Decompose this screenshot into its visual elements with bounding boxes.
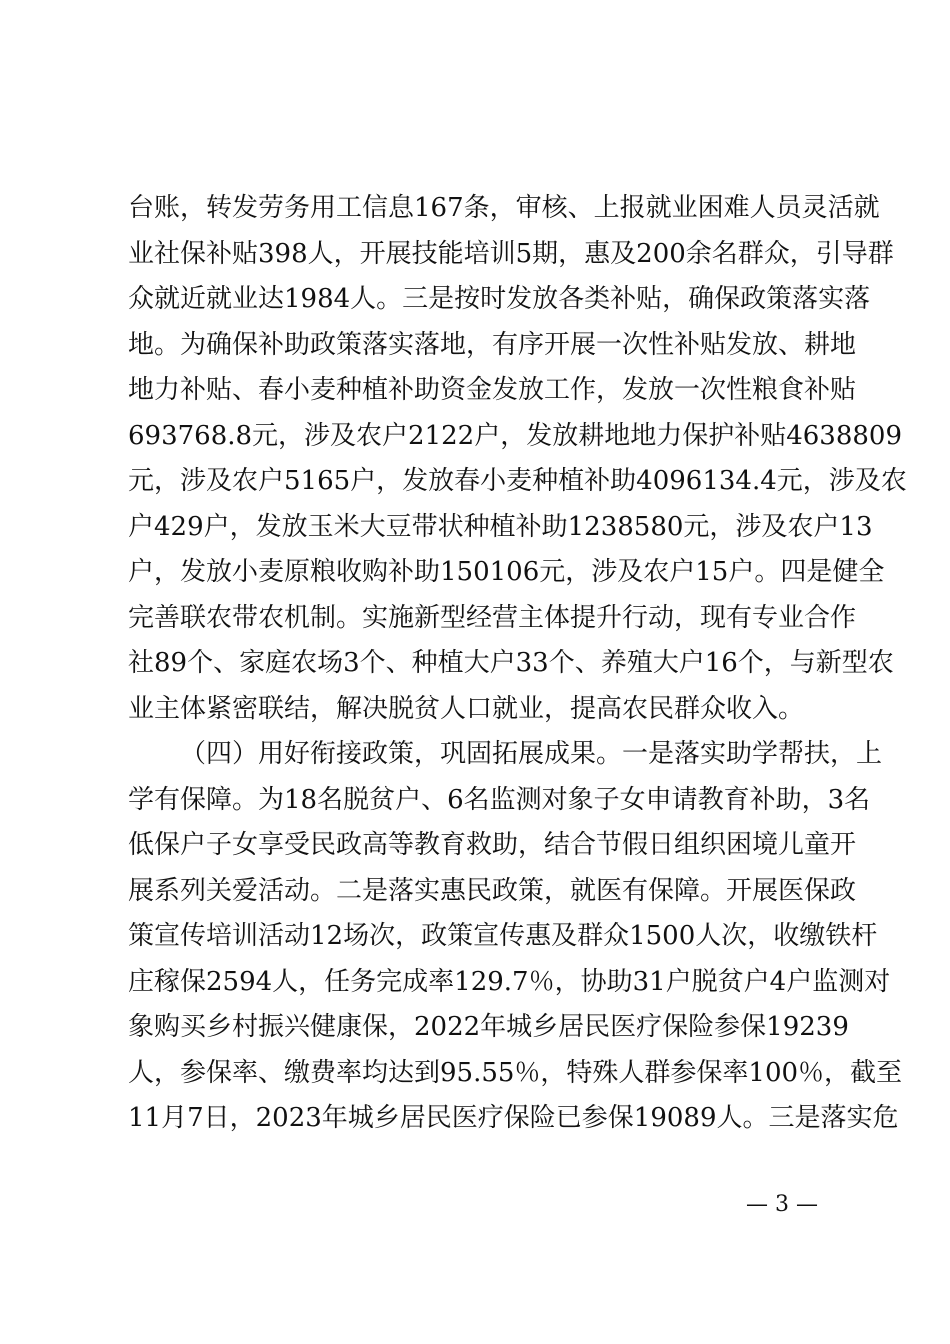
- paragraph-line: 学有保障。为18名脱贫户、6名监测对象子女申请教育补助，3名: [128, 784, 871, 815]
- paragraph-line: 台账，转发劳务用工信息167条，审核、上报就业困难人员灵活就: [128, 193, 880, 223]
- paragraph-line: 693768.8元，涉及农户2122户，发放耕地地力保护补贴4638809: [128, 420, 903, 451]
- paragraph-text: 一是落实助学帮扶，上: [622, 739, 883, 769]
- paragraph-line: 元，涉及农户5165户，发放春小麦种植补助4096134.4元，涉及农: [128, 466, 907, 496]
- paragraph-line: 众就近就业达1984人。三是按时发放各类补贴，确保政策落实落: [128, 284, 871, 314]
- paragraph-line: 地。为确保补助政策落实落地，有序开展一次性补贴发放、耕地: [128, 329, 857, 360]
- paragraph-line: 户429户，发放玉米大豆带状种植补助1238580元，涉及农户13: [128, 511, 873, 542]
- paragraph-line: 户，发放小麦原粮收购补助150106元，涉及农户15户。四是健全: [128, 557, 885, 587]
- paragraph-line: 低保户子女享受民政高等教育救助，结合节假日组织困境儿童开: [128, 830, 857, 860]
- paragraph-line: 地力补贴、春小麦种植补助资金发放工作，发放一次性粮食补贴: [128, 375, 857, 405]
- paragraph-line: 完善联农带农机制。实施新型经营主体提升行动，现有专业合作: [128, 602, 857, 633]
- paragraph-line: 庄稼保2594人，任务完成率129.7％，协助31户脱贫户4户监测对: [128, 966, 891, 997]
- paragraph-line: 业主体紧密联结，解决脱贫人口就业，提高农民群众收入。: [128, 693, 805, 724]
- body-text: [128, 186, 907, 1142]
- paragraph-line: 象购买乡村振兴健康保，2022年城乡居民医疗保险参保19239: [128, 1012, 849, 1042]
- section-heading-line: [128, 732, 883, 778]
- paragraph-line: 社89个、家庭农场3个、种植大户33个、养殖大户16个，与新型农: [128, 648, 894, 678]
- paragraph-line: 11月7日，2023年城乡居民医疗保险已参保19089人。三是落实危: [128, 1103, 899, 1133]
- paragraph-line: 策宣传培训活动12场次，政策宣传惠及群众1500人次，收缴铁杆: [128, 921, 878, 951]
- paragraph-line: 业社保补贴398人，开展技能培训5期，惠及200余名群众，引导群: [128, 238, 894, 269]
- paragraph-line: 展系列关爱活动。二是落实惠民政策，就医有保障。开展医保政: [128, 875, 857, 906]
- section-heading: （四）用好衔接政策，巩固拓展成果。: [180, 739, 623, 769]
- paragraph-line: 人，参保率、缴费率均达到95.55％，特殊人群参保率100％，截至: [128, 1057, 903, 1088]
- page-number: — 3 —: [746, 1192, 818, 1217]
